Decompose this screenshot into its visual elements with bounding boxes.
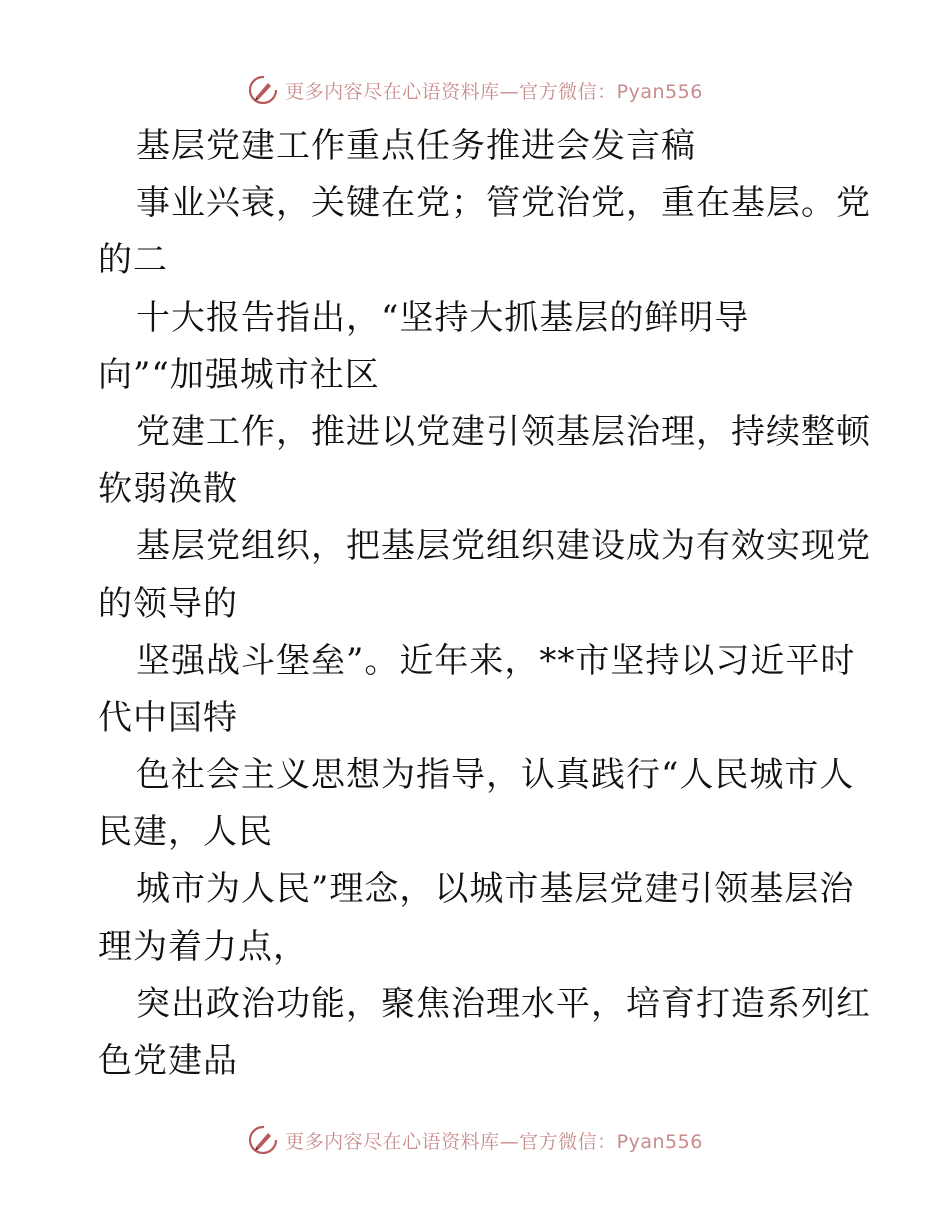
paragraph-line: 城市为人民”理念，以城市基层党建引领基层治: [136, 869, 855, 910]
header-banner: [0, 70, 950, 110]
footer-banner-text: 更多内容尽在心语资料库—官方微信：Pyan556: [285, 1130, 703, 1153]
paragraph-line: 代中国特: [98, 697, 238, 738]
paragraph-line: 软弱涣散: [98, 469, 238, 510]
paragraph-line: 坚强战斗堡垒”。近年来，**市坚持以习近平时: [136, 640, 856, 681]
paragraph-line: 的领导的: [98, 583, 238, 624]
paragraph-line: 理为着力点，: [98, 926, 308, 967]
paragraph-line: 十大报告指出，“坚持大抓基层的鲜明导: [136, 297, 750, 338]
paragraph-line: 突出政治功能，聚焦治理水平，培育打造系列红: [136, 983, 871, 1024]
paragraph-line: 色社会主义思想为指导，认真践行“人民城市人: [136, 755, 855, 796]
pen-circle-logo-icon: [247, 74, 279, 106]
footer-banner: [0, 1120, 950, 1160]
paragraph-line: 民建，人民: [98, 812, 273, 853]
paragraph-line: 的二: [98, 240, 168, 281]
paragraph-line: 党建工作，推进以党建引领基层治理，持续整顿: [136, 411, 871, 452]
paragraph-line: 事业兴衰，关键在党；管党治党，重在基层。党: [136, 183, 871, 224]
paragraph-line: 色党建品: [98, 1041, 238, 1081]
paragraph-line: 基层党组织，把基层党组织建设成为有效实现党: [136, 526, 871, 567]
paragraph-line: 向”“加强城市社区: [98, 354, 380, 395]
document-title: 基层党建工作重点任务推进会发言稿: [136, 126, 696, 166]
document-body: [98, 118, 871, 1090]
pen-circle-logo-icon: [247, 1124, 279, 1156]
header-banner-text: 更多内容尽在心语资料库—官方微信：Pyan556: [285, 80, 703, 103]
